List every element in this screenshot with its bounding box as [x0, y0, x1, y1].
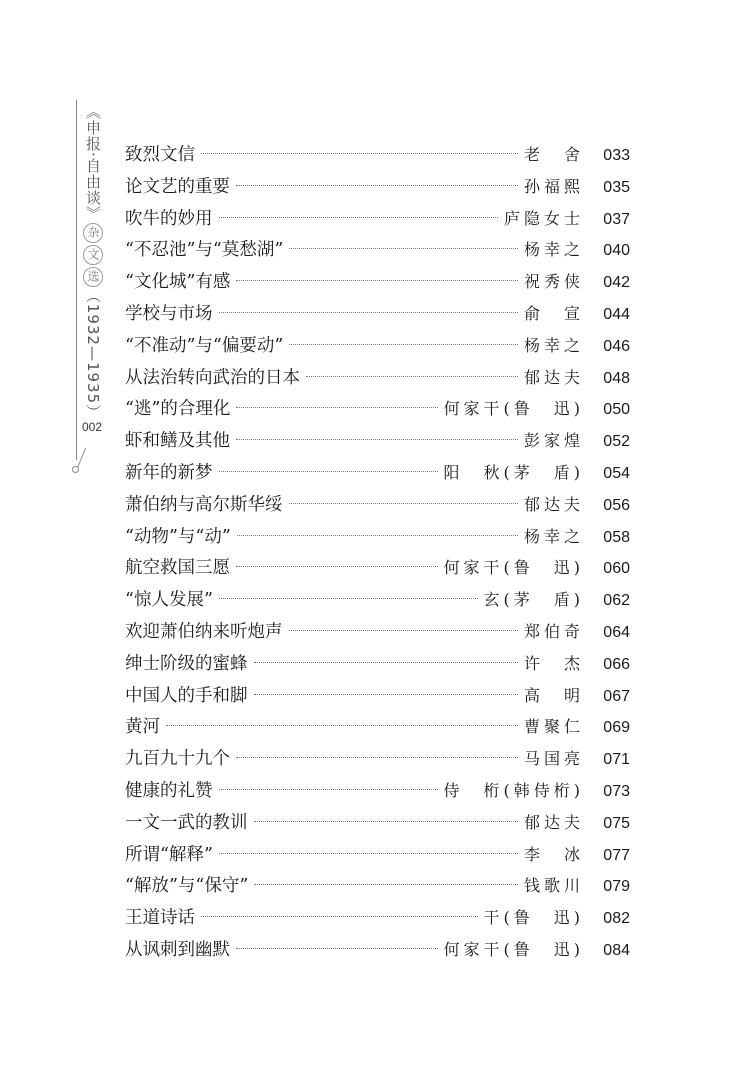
toc-entry-title: 绅士阶级的蜜蜂: [125, 653, 248, 674]
toc-entry[interactable]: [125, 870, 630, 902]
toc-entry[interactable]: [125, 807, 630, 839]
dot-leader: [236, 185, 518, 186]
dot-leader: [254, 662, 518, 663]
toc-entry-author: 许 杰: [523, 653, 584, 673]
toc-entry-author: 老 舍: [523, 145, 584, 164]
dot-leader: [236, 280, 518, 281]
toc-entry[interactable]: [125, 584, 630, 616]
toc-entry[interactable]: [125, 234, 630, 266]
toc-entry-title: 新年的新梦: [125, 462, 213, 483]
toc-entry-title: 健康的礼赞: [125, 780, 213, 801]
toc-entry[interactable]: [125, 393, 630, 425]
side-rule-dot: [72, 466, 79, 473]
toc-entry-title: 虾和鳝及其他: [125, 431, 230, 452]
dot-leader: [219, 853, 518, 854]
toc-entry[interactable]: [125, 171, 630, 203]
toc-entry-page: 044: [603, 305, 630, 323]
toc-entry-author: 彭家煌: [523, 431, 584, 451]
dot-leader: [219, 789, 438, 790]
toc-entry-title: “不忍池”与“莫愁湖”: [125, 240, 284, 261]
toc-entry-title: 吹牛的妙用: [125, 208, 213, 229]
toc-entry[interactable]: [125, 521, 630, 553]
toc-entry[interactable]: [125, 616, 630, 648]
toc-entry-author: 郁达夫: [523, 367, 584, 387]
toc-entry-title: “动物”与“动”: [125, 526, 231, 547]
dot-leader: [166, 725, 518, 726]
toc-entry[interactable]: [125, 934, 630, 966]
toc-entry-title: 九百九十九个: [125, 749, 230, 770]
toc-entry-page: 069: [603, 719, 630, 737]
dot-leader: [236, 948, 438, 949]
toc-entry-page: 042: [603, 274, 630, 292]
toc-entry-title: 所谓“解释”: [125, 844, 213, 865]
dot-leader: [306, 376, 518, 377]
toc-entry-author: 孙福熙: [523, 176, 584, 196]
toc-entry-author: 侍 桁(韩侍桁): [443, 780, 584, 800]
toc-entry-author: 庐隐女士: [503, 208, 584, 228]
toc-entry-author: 郁达夫: [523, 812, 584, 832]
toc-entry-title: 从讽刺到幽默: [125, 939, 230, 960]
dot-leader: [236, 407, 437, 408]
toc-entry[interactable]: [125, 139, 630, 171]
toc-entry-page: 067: [603, 687, 630, 705]
toc-entry[interactable]: [125, 552, 630, 584]
running-header-title: 《申报·自由谈》: [84, 104, 102, 222]
toc-entry[interactable]: [125, 489, 630, 521]
toc-entry-page: 040: [603, 242, 630, 260]
toc-entry-author: 钱歌川: [523, 876, 584, 896]
toc-entry[interactable]: [125, 203, 630, 235]
toc-entry-title: 致烈文信: [125, 145, 195, 165]
dot-leader: [201, 153, 518, 154]
toc-entry-page: 037: [603, 210, 630, 228]
toc-entry-title: 王道诗话: [125, 908, 195, 929]
dot-leader: [219, 312, 518, 313]
toc-entry-title: “不准动”与“偏要动”: [125, 335, 284, 356]
toc-entry-page: 046: [603, 337, 630, 355]
toc-entry-author: 玄(茅 盾): [483, 590, 584, 610]
toc-entry-page: 060: [603, 560, 630, 578]
toc-entry-page: 073: [603, 782, 630, 800]
toc-entry[interactable]: [125, 425, 630, 457]
table-of-contents: [125, 139, 630, 966]
toc-entry-page: 082: [603, 910, 630, 928]
toc-entry[interactable]: [125, 839, 630, 871]
toc-entry-author: 高 明: [523, 685, 584, 705]
toc-entry-author: 阳 秋(茅 盾): [443, 462, 584, 482]
toc-entry-title: 黄河: [125, 717, 160, 738]
seal-char: 文: [83, 245, 103, 265]
side-rule-tail: [67, 448, 86, 468]
toc-entry-author: 杨幸之: [523, 240, 584, 260]
toc-entry[interactable]: [125, 330, 630, 362]
toc-entry-author: 何家干(鲁 迅): [443, 399, 584, 419]
seal-char: 杂: [83, 223, 103, 243]
dot-leader: [237, 535, 518, 536]
toc-entry-title: “文化城”有感: [125, 272, 231, 293]
toc-entry-title: 中国人的手和脚: [125, 685, 248, 706]
toc-entry-author: 何家干(鲁 迅): [443, 558, 584, 578]
toc-entry-title: 学校与市场: [125, 303, 213, 324]
toc-entry-title: 从法治转向武治的日本: [125, 367, 300, 388]
dot-leader: [219, 598, 478, 599]
dot-leader: [254, 821, 518, 822]
dot-leader: [289, 344, 518, 345]
toc-entry[interactable]: [125, 362, 630, 394]
toc-entry-page: 056: [603, 496, 630, 514]
toc-entry-title: 萧伯纳与高尔斯华绥: [125, 494, 283, 515]
toc-entry-page: 058: [603, 528, 630, 546]
toc-entry[interactable]: [125, 775, 630, 807]
toc-entry[interactable]: [125, 457, 630, 489]
toc-entry-title: 论文艺的重要: [125, 176, 230, 197]
toc-entry-page: 084: [603, 941, 630, 959]
toc-entry-author: 郁达夫: [523, 494, 584, 514]
toc-entry-author: 杨幸之: [523, 526, 584, 546]
side-rule: [76, 100, 77, 460]
toc-entry-author: 曹聚仁: [523, 717, 584, 737]
toc-entry-page: 052: [603, 433, 630, 451]
toc-entry-page: 066: [603, 655, 630, 673]
dot-leader: [201, 916, 478, 917]
toc-entry[interactable]: [125, 648, 630, 680]
dot-leader: [236, 566, 438, 567]
running-header: [82, 104, 104, 420]
toc-entry-author: 郑伯奇: [523, 621, 584, 641]
toc-entry-page: 050: [603, 401, 630, 419]
toc-entry-page: 075: [603, 814, 630, 832]
toc-entry-page: 079: [603, 878, 630, 896]
toc-entry-title: “惊人发展”: [125, 590, 213, 611]
dot-leader: [289, 248, 518, 249]
toc-entry-author: 祝秀侠: [523, 272, 584, 292]
toc-entry-author: 干(鲁 迅): [483, 908, 584, 928]
dot-leader: [254, 884, 518, 885]
toc-entry[interactable]: [125, 711, 630, 743]
toc-entry-author: 马国亮: [523, 749, 584, 769]
running-header-years: （1932—1935）: [84, 287, 102, 421]
toc-entry[interactable]: [125, 298, 630, 330]
dot-leader: [236, 757, 518, 758]
toc-entry-title: 欢迎萧伯纳来听炮声: [125, 621, 283, 642]
seal-char: 选: [83, 267, 103, 287]
toc-entry-title: 航空救国三愿: [125, 558, 230, 579]
dot-leader: [289, 503, 518, 504]
dot-leader: [219, 217, 498, 218]
toc-entry-page: 054: [603, 464, 630, 482]
dot-leader: [289, 630, 518, 631]
toc-entry-page: 035: [603, 178, 630, 196]
toc-entry-title: 一文一武的教训: [125, 812, 248, 833]
toc-entry-page: 064: [603, 623, 630, 641]
toc-entry-page: 071: [603, 751, 630, 769]
toc-entry-page: 077: [603, 846, 630, 864]
dot-leader: [254, 694, 518, 695]
toc-entry-author: 俞 宣: [523, 303, 584, 323]
toc-entry-page: 062: [603, 592, 630, 610]
dot-leader: [219, 471, 438, 472]
toc-entry-author: 何家干(鲁 迅): [443, 939, 584, 959]
toc-entry-title: “解放”与“保守”: [125, 876, 249, 897]
toc-entry[interactable]: [125, 680, 630, 712]
toc-entry[interactable]: [125, 266, 630, 298]
toc-entry-author: 杨幸之: [523, 335, 584, 355]
toc-entry-page: 048: [603, 369, 630, 387]
page-number: 002: [82, 420, 103, 434]
toc-entry-author: 李 冰: [523, 844, 584, 864]
toc-entry-title: “逃”的合理化: [125, 399, 231, 420]
toc-entry[interactable]: [125, 743, 630, 775]
toc-entry[interactable]: [125, 902, 630, 934]
toc-entry-page: 033: [603, 147, 630, 164]
dot-leader: [236, 439, 518, 440]
